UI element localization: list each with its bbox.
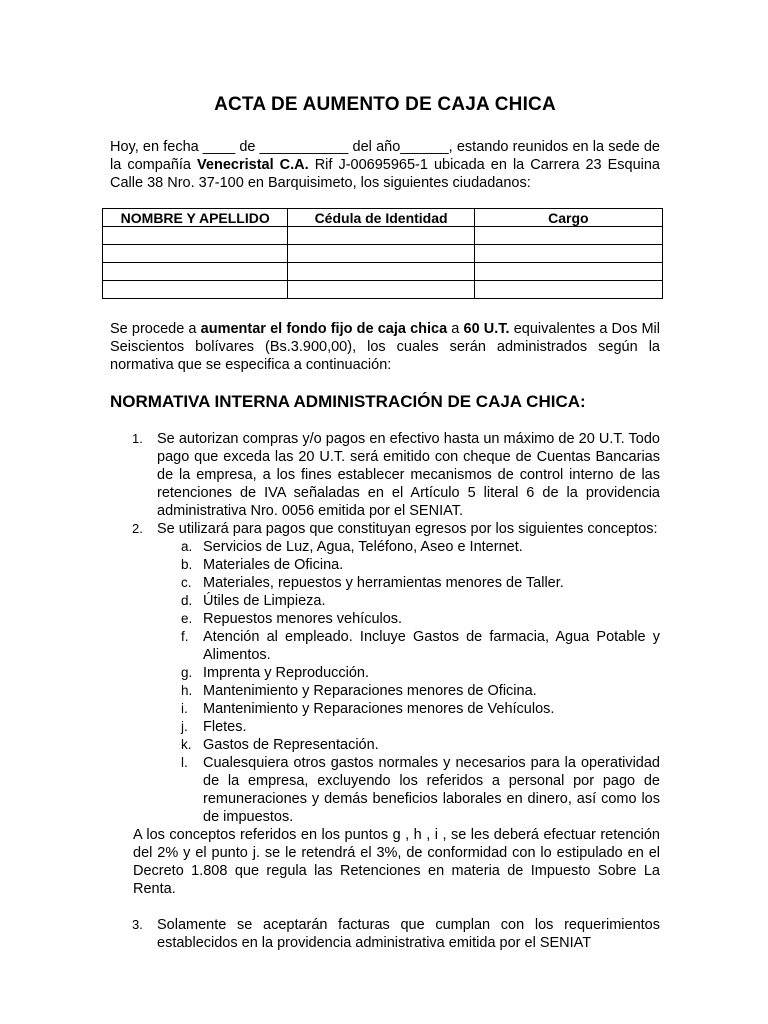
list-item: [157, 664, 660, 682]
increase-paragraph: [110, 320, 660, 374]
table-cell: [103, 281, 288, 299]
item-letter: b.: [181, 557, 193, 572]
item-text: Gastos de Representación.: [203, 737, 379, 753]
table-cell: [103, 245, 288, 263]
item-letter: k.: [181, 737, 192, 752]
table-row: [103, 227, 663, 245]
item-letter: f.: [181, 629, 189, 644]
retention-note: A los conceptos referidos en los puntos g , h , i , se les deberá efectuar retención del 2% y el punto j. se le retendrá el 3%, de conformidad con lo estipulado en el Decreto 1.808 que regula las Retenciones en materia de Impuesto Sobre La Renta.: [133, 827, 660, 897]
item-letter: c.: [181, 575, 192, 590]
section-title: NORMATIVA INTERNA ADMINISTRACIÓN DE CAJA CHICA:: [110, 392, 586, 411]
list-item: [157, 718, 660, 736]
rule-number: 1.: [132, 431, 143, 446]
list-item: [157, 574, 660, 592]
header-cedula: Cédula de Identidad: [288, 209, 474, 227]
table-cell: [288, 245, 474, 263]
increase-bold-1: aumentar el fondo fijo de caja chica: [200, 321, 448, 337]
list-item: [157, 700, 660, 718]
rule-text: Se autorizan compras y/o pagos en efectivo hasta un máximo de 20 U.T. Todo pago que exceda las 20 U.T. será emitido con cheque de Cuentas Bancarias de la empresa, a los fines establecer mecanismos de control interno de las retenciones de IVA señaladas en el Artículo 5 literal 6 de la providencia administrativa Nro. 0056 emitida por el SENIAT.: [157, 431, 660, 519]
header-cargo: Cargo: [474, 209, 662, 227]
table-header-row: [103, 209, 663, 227]
table-cell: [288, 281, 474, 299]
item-text: Útiles de Limpieza.: [203, 593, 326, 609]
list-item: [157, 538, 660, 556]
table-cell: [103, 227, 288, 245]
rule-number: 3.: [132, 917, 143, 932]
list-item: [157, 682, 660, 700]
item-text: Cualesquiera otros gastos normales y necesarios para la operatividad de la empresa, excluyendo los referidos a personal por pago de remuneraciones y demás beneficios laborales en dinero, así como los de impuestos.: [203, 755, 660, 825]
rule-text: Solamente se aceptarán facturas que cumplan con los requerimientos establecidos en la providencia administrativa emitida por el SENIAT: [157, 917, 660, 951]
list-item: [157, 556, 660, 574]
item-text: Mantenimiento y Reparaciones menores de Vehículos.: [203, 701, 555, 717]
item-text: Materiales, repuestos y herramientas menores de Taller.: [203, 575, 564, 591]
increase-text-2: a: [447, 321, 464, 337]
table-row: [103, 281, 663, 299]
increase-text-1: Se procede a: [110, 321, 201, 337]
list-item: [157, 628, 660, 664]
document-title: ACTA DE AUMENTO DE CAJA CHICA: [214, 94, 556, 115]
item-letter: l.: [181, 755, 188, 770]
header-nombre: NOMBRE Y APELLIDO: [103, 209, 288, 227]
item-letter: e.: [181, 611, 193, 626]
table-cell: [474, 263, 662, 281]
item-text: Atención al empleado. Incluye Gastos de farmacia, Agua Potable y Alimentos.: [203, 629, 660, 663]
table-row: [103, 263, 663, 281]
table-cell: [474, 245, 662, 263]
rule-number: 2.: [132, 521, 143, 536]
rules-list: [110, 430, 660, 826]
item-letter: g.: [181, 665, 193, 680]
item-letter: a.: [181, 539, 193, 554]
rule-item-2: [110, 520, 660, 826]
table-cell: [474, 281, 662, 299]
item-text: Mantenimiento y Reparaciones menores de Oficina.: [203, 683, 537, 699]
table-cell: [103, 263, 288, 281]
rule-text: Se utilizará para pagos que constituyan egresos por los siguientes conceptos:: [157, 521, 658, 537]
rule-item-1: [110, 430, 660, 520]
item-letter: h.: [181, 683, 193, 698]
list-item: [157, 736, 660, 754]
concepts-list: [157, 538, 660, 826]
item-text: Repuestos menores vehículos.: [203, 611, 403, 627]
intro-text-start: Hoy, en fecha ____ de ___________ del año______, estando reunidos en la sede de la compañía: [110, 139, 660, 173]
item-letter: d.: [181, 593, 193, 608]
table-cell: [288, 227, 474, 245]
list-item: [157, 592, 660, 610]
list-item: [157, 610, 660, 628]
rule-item-3: [110, 916, 660, 952]
rules-list-continued: [110, 916, 660, 952]
list-item: [157, 754, 660, 826]
table-cell: [288, 263, 474, 281]
item-text: Materiales de Oficina.: [203, 557, 344, 573]
item-text: Fletes.: [203, 719, 247, 735]
item-letter: j.: [181, 719, 188, 734]
item-letter: i.: [181, 701, 188, 716]
item-text: Servicios de Luz, Agua, Teléfono, Aseo e Internet.: [203, 539, 523, 555]
table-cell: [474, 227, 662, 245]
increase-text-3: equivalentes a Dos Mil Seiscientos bolívares (Bs.3.900,00), los cuales serán administrados según la normativa que se especifica a continuación:: [110, 321, 660, 373]
attendees-table: [102, 208, 663, 299]
table-row: [103, 245, 663, 263]
item-text: Imprenta y Reproducción.: [203, 665, 370, 681]
intro-paragraph: [110, 138, 660, 192]
intro-text-end: Rif J-00695965-1 ubicada en la Carrera 23 Esquina Calle 38 Nro. 37-100 en Barquisimeto, los siguientes ciudadanos:: [110, 157, 660, 191]
increase-amount: 60 U.T.: [463, 321, 510, 337]
company-name: Venecristal C.A.: [197, 157, 309, 173]
